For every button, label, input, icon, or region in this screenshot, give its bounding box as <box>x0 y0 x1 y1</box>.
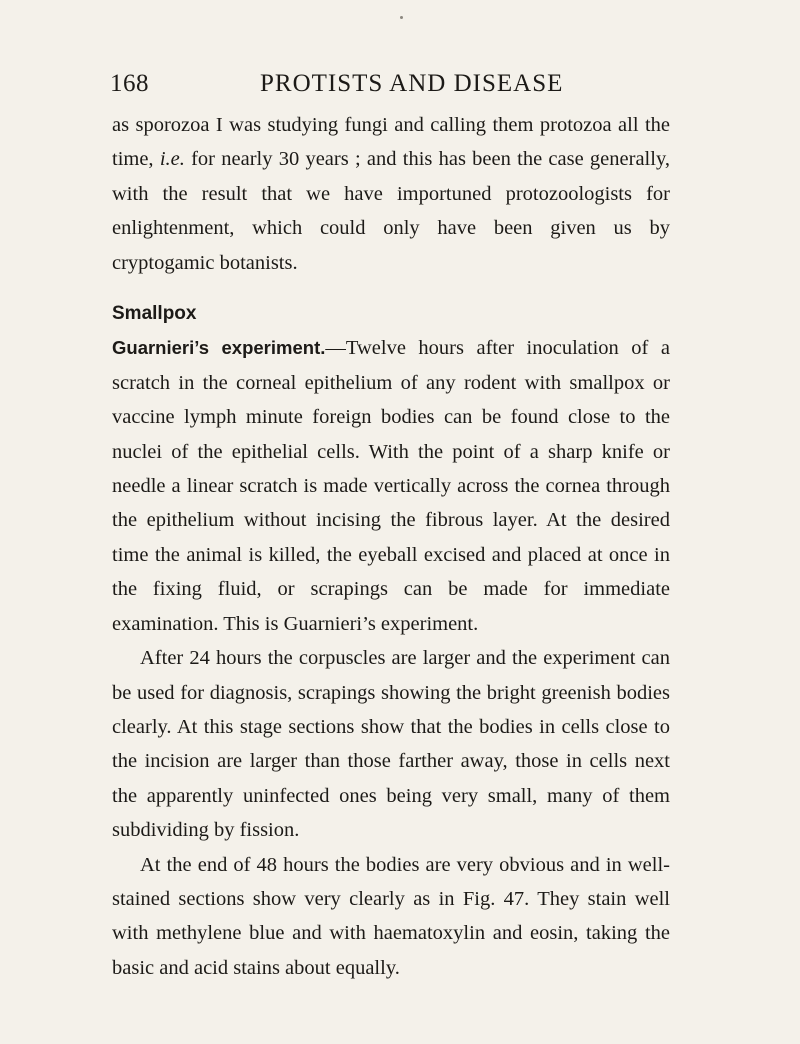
intro-text-part1: as sporozoa I was studying fungi and calling them protozoa all the time, <box>112 114 670 171</box>
section-paragraph-1-text: —Twelve hours after inoculation of a scratch in the corneal epithelium of any rodent with smallpox or vaccine lymph minute foreign bodies can be found close to the nuclei of the epithelial cells. With the point of a sharp knife or needle a linear scratch is made vertically across the cornea through the epithelium without incising the fibrous layer. At the desired time the animal is killed, the eyeball excised and placed at once in the fixing fluid, or scrapings can be made for immediate examination. This is Guarnieri’s experiment. <box>112 337 670 635</box>
run-in-title: Guarnieri’s experiment. <box>112 337 326 359</box>
intro-text-part2: for nearly 30 years ; and this has been the case generally, with the result that we have importuned protozoologists for enlightenment, which could only have been given us by cryptogamic botanists. <box>112 148 670 274</box>
section-paragraph-1 <box>112 331 670 641</box>
body-text <box>112 108 670 985</box>
page-header <box>110 70 670 110</box>
section-paragraph-3: At the end of 48 hours the bodies are very obvious and in well-stained sections show very clearly as in Fig. 47. They stain well with methylene blue and with haematoxylin and eosin, taking the basic and acid stains about equally. <box>112 853 670 979</box>
paper-speck <box>400 16 403 19</box>
intro-italic-abbrev: i.e. <box>159 148 185 171</box>
page-number: 168 <box>110 70 149 97</box>
running-title: PROTISTS AND DISEASE <box>260 70 564 97</box>
intro-paragraph <box>112 108 670 280</box>
section-paragraph-2: After 24 hours the corpuscles are larger and the experiment can be used for diagnosis, scrapings showing the bright greenish bodies clearly. At this stage sections show that the bodies in cells close to the incision are larger than those farther away, those in cells next the apparently uninfected ones being very small, many of them subdividing by fission. <box>112 647 670 842</box>
section-heading: Smallpox <box>112 303 197 325</box>
